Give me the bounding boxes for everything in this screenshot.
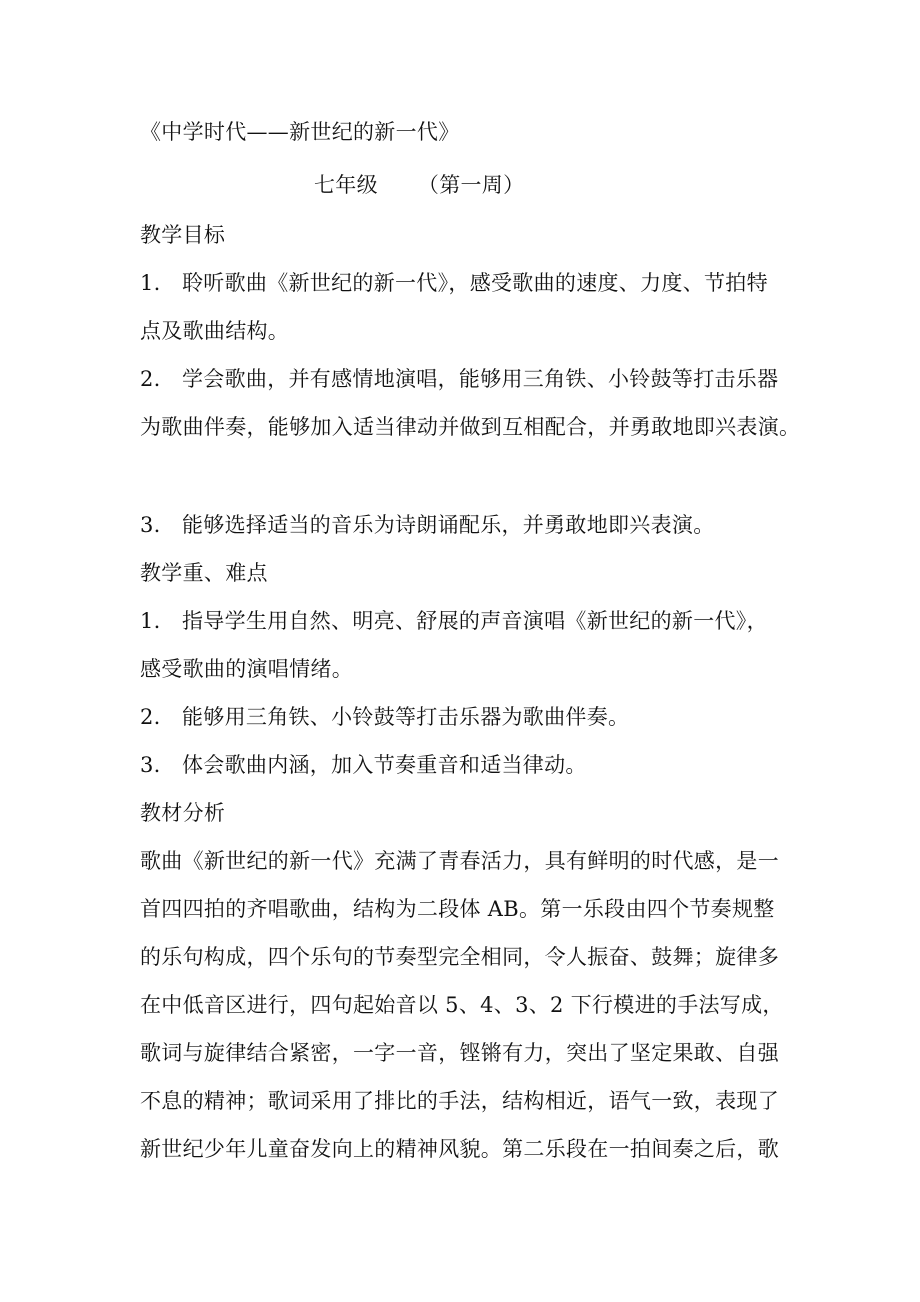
objective-item-3-line-1 — [140, 510, 715, 540]
objective-item-3-text: 能够选择适当的音乐为诗朗诵配乐，并勇敢地即兴表演。 — [182, 513, 715, 537]
objective-item-1-line-2: 点及歌曲结构。 — [140, 319, 290, 343]
key-point-item-3-line-1 — [140, 750, 587, 780]
key-point-item-2-line-1 — [140, 702, 629, 732]
objective-item-2-line-1 — [140, 364, 778, 394]
objective-item-1-line-1 — [140, 268, 768, 298]
analysis-line-7: 新世纪少年儿童奋发向上的精神风貌。第二乐段在一拍间奏之后，歌 — [140, 1137, 779, 1161]
analysis-line-5: 歌词与旋律结合紧密，一字一音，铿锵有力，突出了坚定果敢、自强 — [140, 1041, 779, 1065]
key-point-item-3-num: 3. — [140, 753, 161, 777]
objective-item-2-line-2: 为歌曲伴奏，能够加入适当律动并做到互相配合，并勇敢地即兴表演。 — [140, 415, 801, 439]
analysis-line-2: 首四四拍的齐唱歌曲，结构为二段体 AB。第一乐段由四个节奏规整 — [140, 897, 775, 921]
objective-item-2-num: 2. — [140, 367, 161, 391]
key-points-heading: 教学重、难点 — [140, 561, 268, 585]
objective-item-1-text: 聆听歌曲《新世纪的新一代》，感受歌曲的速度、力度、节拍特 — [182, 271, 768, 295]
document-subtitle — [314, 170, 524, 200]
objective-item-1-num: 1. — [140, 271, 161, 295]
key-point-item-1-text: 指导学生用自然、明亮、舒展的声音演唱《新世纪的新一代》， — [182, 609, 768, 633]
key-point-item-2-num: 2. — [140, 705, 161, 729]
objective-item-2-text: 学会歌曲，并有感情地演唱，能够用三角铁、小铃鼓等打击乐器 — [182, 367, 779, 391]
key-point-item-3-text: 体会歌曲内涵，加入节奏重音和适当律动。 — [182, 753, 587, 777]
objective-item-3-num: 3. — [140, 513, 161, 537]
key-point-item-1-line-1 — [140, 606, 768, 636]
key-point-item-1-num: 1. — [140, 609, 161, 633]
week-label: （第一周） — [417, 173, 525, 197]
analysis-line-3: 的乐句构成，四个乐句的节奏型完全相同，令人振奋、鼓舞；旋律多 — [140, 945, 779, 969]
analysis-line-1: 歌曲《新世纪的新一代》充满了青春活力，具有鲜明的时代感，是一 — [140, 849, 779, 873]
key-point-item-1-line-2: 感受歌曲的演唱情绪。 — [140, 657, 353, 681]
objectives-heading: 教学目标 — [140, 223, 226, 247]
document-title: 《中学时代——新世纪的新一代》 — [140, 120, 460, 144]
analysis-heading: 教材分析 — [140, 801, 226, 825]
analysis-line-4: 在中低音区进行，四句起始音以 5、4、3、2 下行模进的手法写成， — [140, 993, 784, 1017]
key-point-item-2-text: 能够用三角铁、小铃鼓等打击乐器为歌曲伴奏。 — [182, 705, 630, 729]
grade-label: 七年级 — [314, 173, 378, 197]
analysis-line-6: 不息的精神；歌词采用了排比的手法，结构相近，语气一致，表现了 — [140, 1089, 779, 1113]
